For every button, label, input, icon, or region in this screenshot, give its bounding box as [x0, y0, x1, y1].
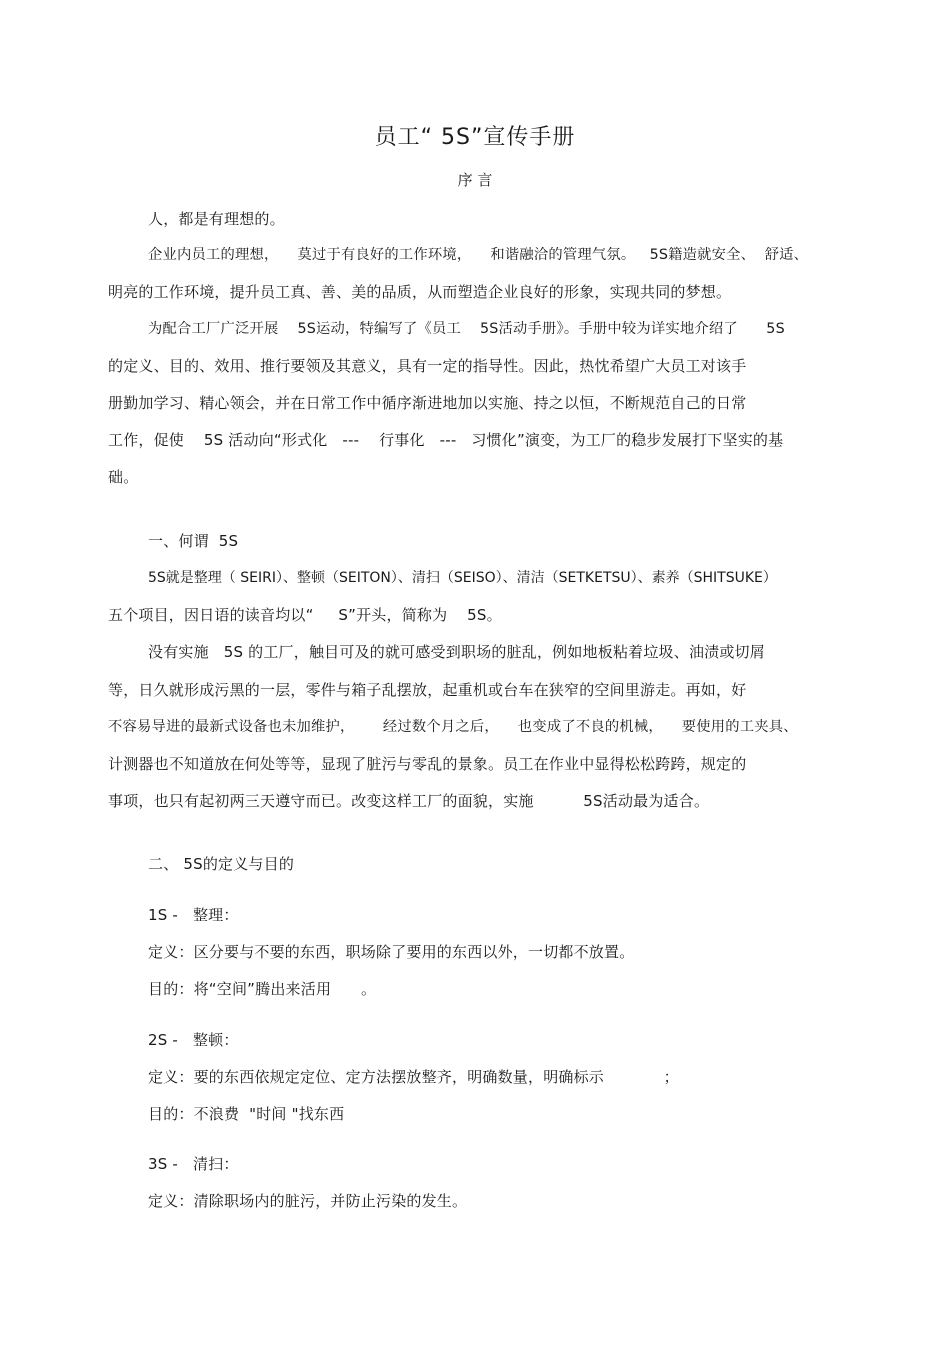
paragraph-line: 等，日久就形成污黑的一层，零件与箱子乱摆放，起重机或台车在狭窄的空间里游走。再如，好: [108, 681, 747, 699]
preface-heading: 序 言: [457, 171, 493, 189]
paragraph-line: 的定义、目的、效用、推行要领及其意义，具有一定的指导性。因此，热忱希望广大员工对该手: [108, 357, 747, 375]
paragraph-line: 不容易导进的最新式设备也未加维护， 经过数个月之后， 也变成了不良的机械， 要使用的工夹具、: [108, 719, 798, 735]
paragraph-line: 为配合工厂广泛开展 5S运动，特编写了《员工 5S活动手册》。手册中较为详实地介绍了 5S: [148, 321, 785, 337]
definition-line: 定义：清除职场内的脏污，并防止污染的发生。: [148, 1192, 468, 1210]
paragraph-line: 没有实施 5S 的工厂，触目可及的就可感受到职场的脏乱，例如地板粘着垃圾、油渍或切屑: [148, 643, 765, 661]
paragraph-line: 工作，促使 5S 活动向“形式化 --- 行事化 --- 习惯化”演变，为工厂的稳步发展打下坚实的基: [108, 431, 784, 449]
section-heading: 一、何谓 5S: [148, 532, 239, 550]
document-title: 员工“ 5S”宣传手册: [374, 125, 576, 150]
paragraph-line: 础。: [108, 468, 139, 486]
paragraph-line: 计测器也不知道放在何处等等，显现了脏污与零乱的景象。员工在作业中显得松松跨跨，规定的: [108, 755, 747, 773]
item-heading: 2S - 整顿：: [148, 1031, 239, 1049]
item-heading: 1S - 整理：: [148, 906, 239, 924]
paragraph-line: 五个项目，因日语的读音均以“ S”开头，简称为 5S。: [108, 606, 502, 624]
paragraph-line: 册勤加学习、精心领会，并在日常工作中循序渐进地加以实施、持之以恒，不断规范自己的日常: [108, 394, 747, 412]
section-heading: 二、 5S的定义与目的: [148, 855, 295, 873]
definition-line: 定义：区分要与不要的东西，职场除了要用的东西以外，一切都不放置。: [148, 943, 635, 961]
paragraph-line: 5S就是整理（ SEIRI）、整顿（SEITON）、清扫（SEISO）、清洁（SETKETSU）、素养（SHITSUKE）: [148, 570, 777, 586]
purpose-line: 目的：不浪费 "时间 "找东西: [148, 1105, 345, 1123]
paragraph-line: 事项，也只有起初两三天遵守而已。改变这样工厂的面貌，实施 5S活动最为适合。: [108, 792, 710, 810]
item-heading: 3S - 清扫：: [148, 1155, 239, 1173]
paragraph-line: 明亮的工作环境，提升员工真、善、美的品质，从而塑造企业良好的形象，实现共同的梦想。: [108, 283, 732, 301]
purpose-line: 目的：将“空间”腾出来活用 。: [148, 980, 377, 998]
definition-line: 定义：要的东西依规定定位、定方法摆放整齐，明确数量，明确标示 ；: [148, 1068, 679, 1086]
paragraph-line: 企业内员工的理想， 莫过于有良好的工作环境， 和谐融洽的管理气氛。 5S籍造就安全、 舒适、: [148, 247, 809, 263]
paragraph-line: 人，都是有理想的。: [148, 210, 285, 228]
